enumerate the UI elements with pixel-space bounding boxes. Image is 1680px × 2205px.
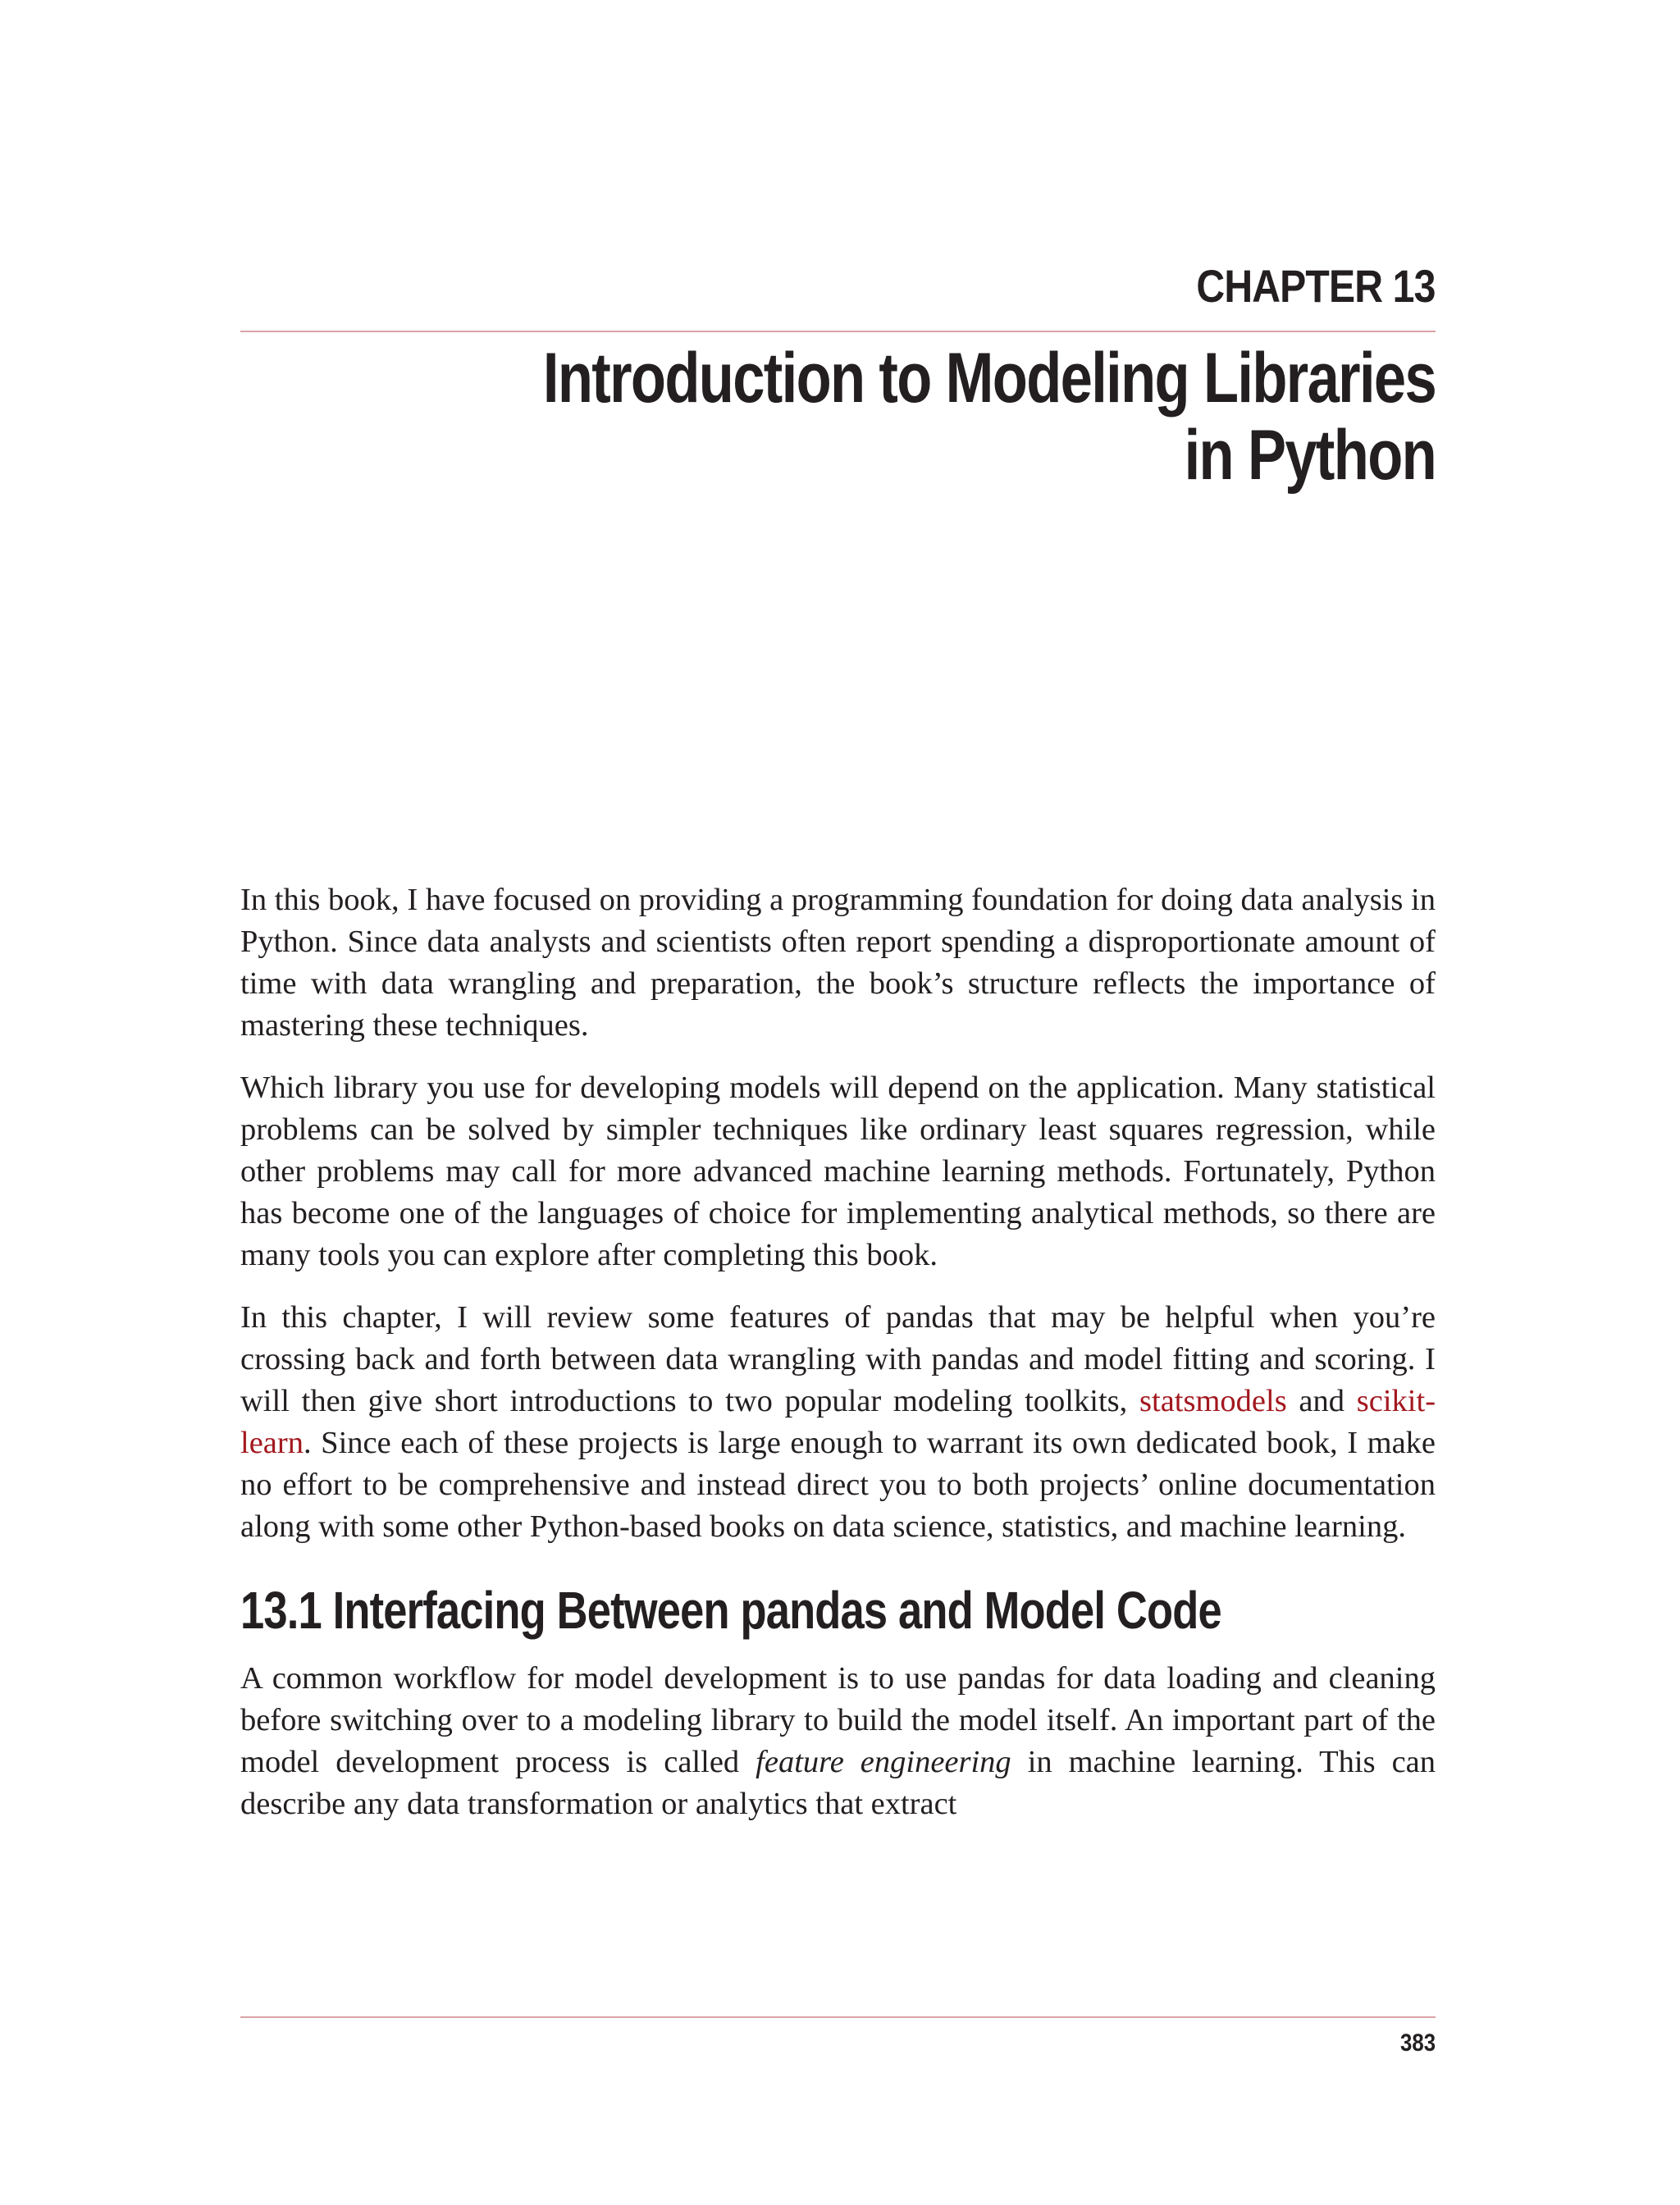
section-heading: 13.1 Interfacing Between pandas and Model Code (240, 1581, 1221, 1640)
chapter-title-line-2: in Python (1184, 416, 1436, 495)
chapter-title (543, 340, 1436, 494)
intro-paragraph-1: In this book, I have focused on providing a programming foundation for doing data analysis in Python. Since data analysts and scientists often report spending a disproportionate amount of time with data wrangling and preparation, the book’s structure reflects the importance of mastering these techniques. (240, 883, 1436, 1043)
section-paragraph-1-text-b: in machine learning. This can describe any data transformation or analytics that extract (240, 1745, 1436, 1821)
section-paragraph-1-text-a: A common workflow for model development is to use pandas for data loading and cleaning before switching over to a modeling library to build the model itself. An important part of the model development process is called (240, 1661, 1436, 1779)
statsmodels-link[interactable]: statsmodels (1139, 1384, 1287, 1418)
scikit-learn-link[interactable]: scikit-learn (240, 1384, 1436, 1460)
intro-paragraph-3 (240, 1297, 1436, 1548)
intro-paragraph-3-text-b: and (1286, 1384, 1357, 1418)
intro-paragraph-3-text-c: . Since each of these projects is large enough to warrant its own dedicated book, I make no effort to be comprehensive and instead direct you to both projects’ online documentation along with some other Python-based books on data science, statistics, and machine learning. (240, 1426, 1436, 1544)
chapter-label: CHAPTER 13 (1196, 260, 1436, 312)
chapter-header-rule (240, 331, 1436, 332)
body-text (240, 879, 1436, 1846)
page-number: 383 (1399, 2029, 1436, 2057)
feature-engineering-term: feature engineering (756, 1745, 1011, 1779)
intro-paragraph-3-text-a: In this chapter, I will review some features of pandas that may be helpful when you’re crossing back and forth between data wrangling with pandas and model fitting and scoring. I will then give short introductions to two popular modeling toolkits, (240, 1300, 1436, 1418)
section-paragraph-1 (240, 1658, 1436, 1825)
footer-rule (240, 2016, 1436, 2018)
chapter-title-line-1: Introduction to Modeling Libraries (542, 339, 1436, 418)
intro-paragraph-2: Which library you use for developing models will depend on the application. Many statistical problems can be solved by simpler techniques like ordinary least squares regression, while other problems may call for more advanced machine learning methods. Fortunately, Python has become one of the languages of choice for implementing analytical methods, so there are many tools you can explore after completing this book. (240, 1071, 1436, 1272)
